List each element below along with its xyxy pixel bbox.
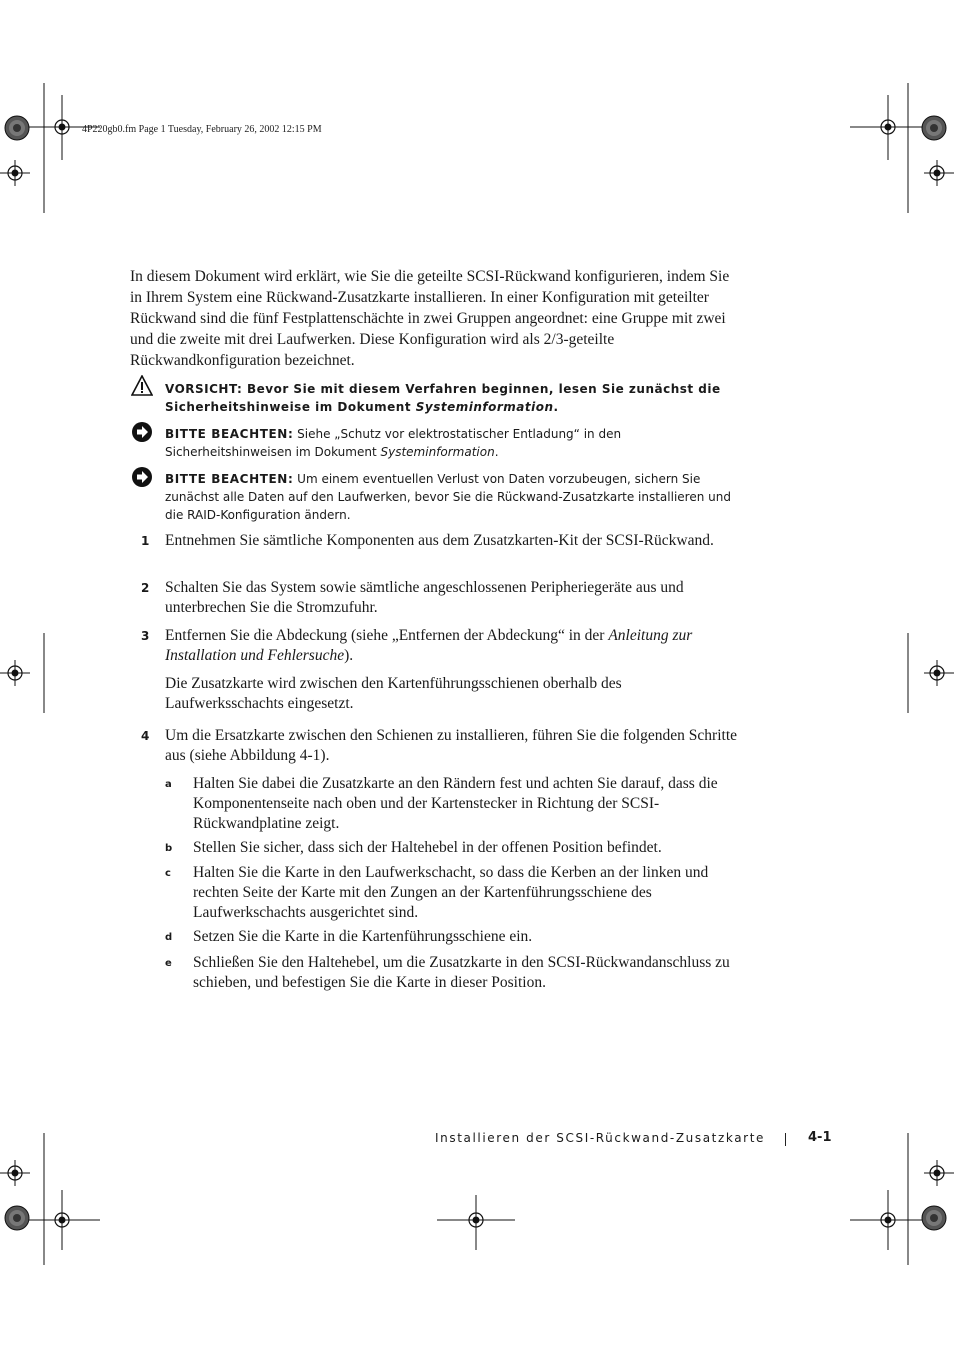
step-text: Um die Ersatzkarte zwischen den Schienen zu installieren, führen Sie die folgenden Schritte aus (siehe Abbildung 4-1). (165, 727, 738, 764)
notice-arrow-icon (131, 421, 153, 443)
substep-text: Stellen Sie sicher, dass sich der Haltehebel in der offenen Position befindet. (193, 839, 662, 856)
substep-text: Schließen Sie den Haltehebel, um die Zusatzkarte in den SCSI-Rückwandanschluss zu schieben, und befestigen Sie die Karte in dieser Position. (193, 954, 730, 991)
notice-data-loss (165, 470, 745, 524)
caution-doc: Systeminformation (415, 400, 554, 414)
substep-text: Halten Sie dabei die Zusatzkarte an den Rändern fest und achten Sie darauf, dass die Komponentenseite nach oben und der Kartenstecker in Richtung der SCSI-Rückwandplatine zeigt. (193, 775, 718, 832)
step-number: 3 (141, 629, 150, 643)
caution-text: VORSICHT: Bevor Sie mit diesem Verfahren beginnen, lesen Sie zunächst die Sicherheitshinweise im Dokument (165, 382, 721, 414)
footer-chapter-title: Installieren der SCSI-Rückwand-Zusatzkarte (435, 1131, 765, 1145)
registration-mark-icon (875, 1207, 901, 1233)
step-number: 4 (141, 729, 150, 743)
notice-arrow-icon (131, 466, 153, 488)
substep-letter: a (165, 779, 172, 790)
caution-end: . (553, 400, 559, 414)
registration-mark-icon (924, 660, 950, 686)
substep-text: Setzen Sie die Karte in die Kartenführungsschiene ein. (193, 928, 533, 945)
color-bar-icon (5, 1206, 29, 1230)
notice-end: . (494, 445, 499, 459)
caution-note (165, 380, 745, 416)
footer-divider (785, 1133, 786, 1146)
intro-paragraph: In diesem Dokument wird erklärt, wie Sie die geteilte SCSI-Rückwand konfigurieren, indem Sie in Ihrem System eine Rückwand-Zusatzkarte installieren. In einer Konfiguration mit geteilter Rückwand sind die fünf Festplattenschächte in zwei Gruppen angeordnet: eine Gruppe mit zwei und die zweite mit drei Laufwerken. Diese Konfiguration wird als 2/3-geteilte Rückwandkonfiguration bezeichnet. (130, 268, 730, 369)
step-number: 1 (141, 534, 150, 548)
color-bar-icon (922, 116, 946, 140)
step-doc: Anleitung zur Installation und Fehlersuche (165, 627, 693, 664)
step-note-text: Die Zusatzkarte wird zwischen den Kartenführungsschienen oberhalb des Laufwerksschachts eingesetzt. (165, 675, 622, 712)
color-bar-icon (922, 1206, 946, 1230)
notice-doc: Systeminformation (380, 445, 495, 459)
color-bar-icon (5, 116, 29, 140)
substep-letter: c (165, 868, 171, 879)
substep-letter: b (165, 843, 173, 854)
warning-triangle-icon (131, 375, 153, 397)
registration-mark-icon (2, 660, 28, 686)
substep-letter: e (165, 958, 172, 969)
notice-text: Siehe „Schutz vor elektrostatischer Entladung“ in den Sicherheitshinweisen im Dokument (165, 427, 622, 459)
notice-esd (165, 425, 745, 461)
substep-letter: d (165, 932, 173, 943)
registration-mark-icon (875, 114, 901, 140)
notice-text: Um einem eventuellen Verlust von Daten vorzubeugen, sichern Sie zunächst alle Daten auf den Laufwerken, bevor Sie die Rückwand-Zusatzkarte installieren und die RAID-Konfiguration ändern. (165, 472, 731, 522)
registration-mark-icon (924, 1160, 950, 1186)
registration-mark-icon (2, 160, 28, 186)
step-number: 2 (141, 581, 150, 595)
step-text: Entfernen Sie die Abdeckung (siehe „Entfernen der Abdeckung“ in der Anleitung zur Installation und Fehlersuche). (165, 627, 693, 664)
registration-mark-icon (463, 1207, 489, 1233)
registration-mark-icon (49, 1207, 75, 1233)
step-text: Entnehmen Sie sämtliche Komponenten aus dem Zusatzkarten-Kit der SCSI-Rückwand. (165, 532, 714, 549)
notice-label: BITTE BEACHTEN: (165, 472, 294, 486)
step-text: Schalten Sie das System sowie sämtliche angeschlossenen Peripheriegeräte aus und unterbrechen Sie die Stromzufuhr. (165, 579, 684, 616)
registration-mark-icon (49, 114, 75, 140)
footer-page-number: 4-1 (808, 1130, 832, 1145)
file-slug: 4P220gb0.fm Page 1 Tuesday, February 26, 2002 12:15 PM (82, 124, 322, 135)
substep-text: Halten Sie die Karte in den Laufwerkschacht, so dass die Kerben an der linken und rechten Seite der Karte mit den Zungen an der Kartenführungsschiene des Laufwerkschachts ausgerichtet sind. (193, 864, 709, 921)
notice-label: BITTE BEACHTEN: (165, 427, 294, 441)
registration-mark-icon (924, 160, 950, 186)
registration-mark-icon (2, 1160, 28, 1186)
